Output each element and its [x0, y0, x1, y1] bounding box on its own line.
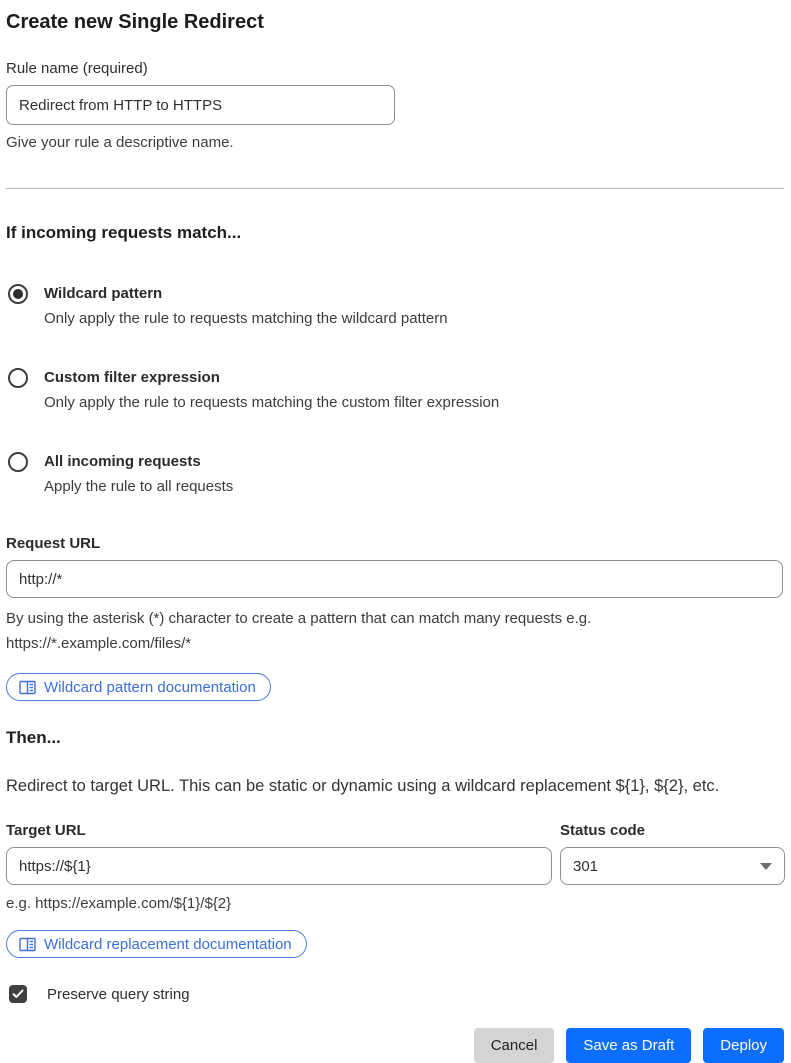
chevron-down-icon [760, 863, 772, 870]
wildcard-replacement-docs-label: Wildcard replacement documentation [44, 935, 292, 953]
rule-name-label: Rule name (required) [6, 60, 148, 77]
checkbox-checked-icon[interactable] [9, 985, 27, 1003]
book-icon [19, 680, 36, 695]
status-code-select[interactable] [560, 847, 785, 885]
match-section-heading: If incoming requests match... [6, 223, 242, 242]
radio-option-label: Custom filter expression [44, 369, 220, 386]
target-url-help: e.g. https://example.com/${1}/${2} [6, 895, 232, 912]
status-code-label: Status code [560, 822, 646, 839]
target-url-label: Target URL [6, 822, 86, 839]
radio-option-wildcard-pattern[interactable] [6, 283, 784, 330]
request-url-label: Request URL [6, 535, 101, 552]
match-type-radio-group [6, 283, 784, 498]
save-as-draft-button[interactable]: Save as Draft [566, 1028, 691, 1063]
target-status-row [6, 822, 784, 916]
deploy-button[interactable]: Deploy [703, 1028, 784, 1063]
radio-selected-icon[interactable] [8, 284, 28, 304]
then-section-description: Redirect to target URL. This can be static or dynamic using a wildcard replacement ${1}, ${2}, etc. [6, 777, 720, 795]
wildcard-replacement-docs-button[interactable] [6, 930, 307, 958]
rule-name-help: Give your rule a descriptive name. [6, 134, 234, 151]
wildcard-pattern-docs-label: Wildcard pattern documentation [44, 678, 256, 696]
then-section-heading: Then... [6, 728, 61, 747]
radio-option-label: Wildcard pattern [44, 285, 163, 302]
radio-unselected-icon[interactable] [8, 368, 28, 388]
cancel-button[interactable]: Cancel [474, 1028, 555, 1063]
status-code-value: 301 [573, 857, 599, 875]
radio-option-description: Only apply the rule to requests matching the custom filter expression [44, 394, 500, 411]
preserve-query-label: Preserve query string [47, 985, 190, 1003]
radio-option-description: Apply the rule to all requests [44, 478, 234, 495]
radio-option-description: Only apply the rule to requests matching the wildcard pattern [44, 310, 448, 327]
section-divider [6, 188, 784, 189]
preserve-query-checkbox-row[interactable] [6, 985, 784, 1003]
rule-name-input[interactable] [6, 85, 395, 125]
request-url-input[interactable] [6, 560, 783, 598]
radio-option-all-requests[interactable] [6, 451, 784, 498]
page-title: Create new Single Redirect [6, 11, 264, 33]
radio-option-custom-filter[interactable] [6, 367, 784, 414]
target-url-input[interactable] [6, 847, 552, 885]
request-url-help-line2: https://*.example.com/files/* [6, 635, 192, 652]
book-icon [19, 937, 36, 952]
footer-actions [6, 1028, 784, 1063]
request-url-help-line1: By using the asterisk (*) character to create a pattern that can match many requests e.g. [6, 610, 592, 627]
request-url-help [6, 606, 776, 656]
wildcard-pattern-docs-button[interactable] [6, 673, 271, 701]
radio-unselected-icon[interactable] [8, 452, 28, 472]
radio-option-label: All incoming requests [44, 453, 201, 470]
